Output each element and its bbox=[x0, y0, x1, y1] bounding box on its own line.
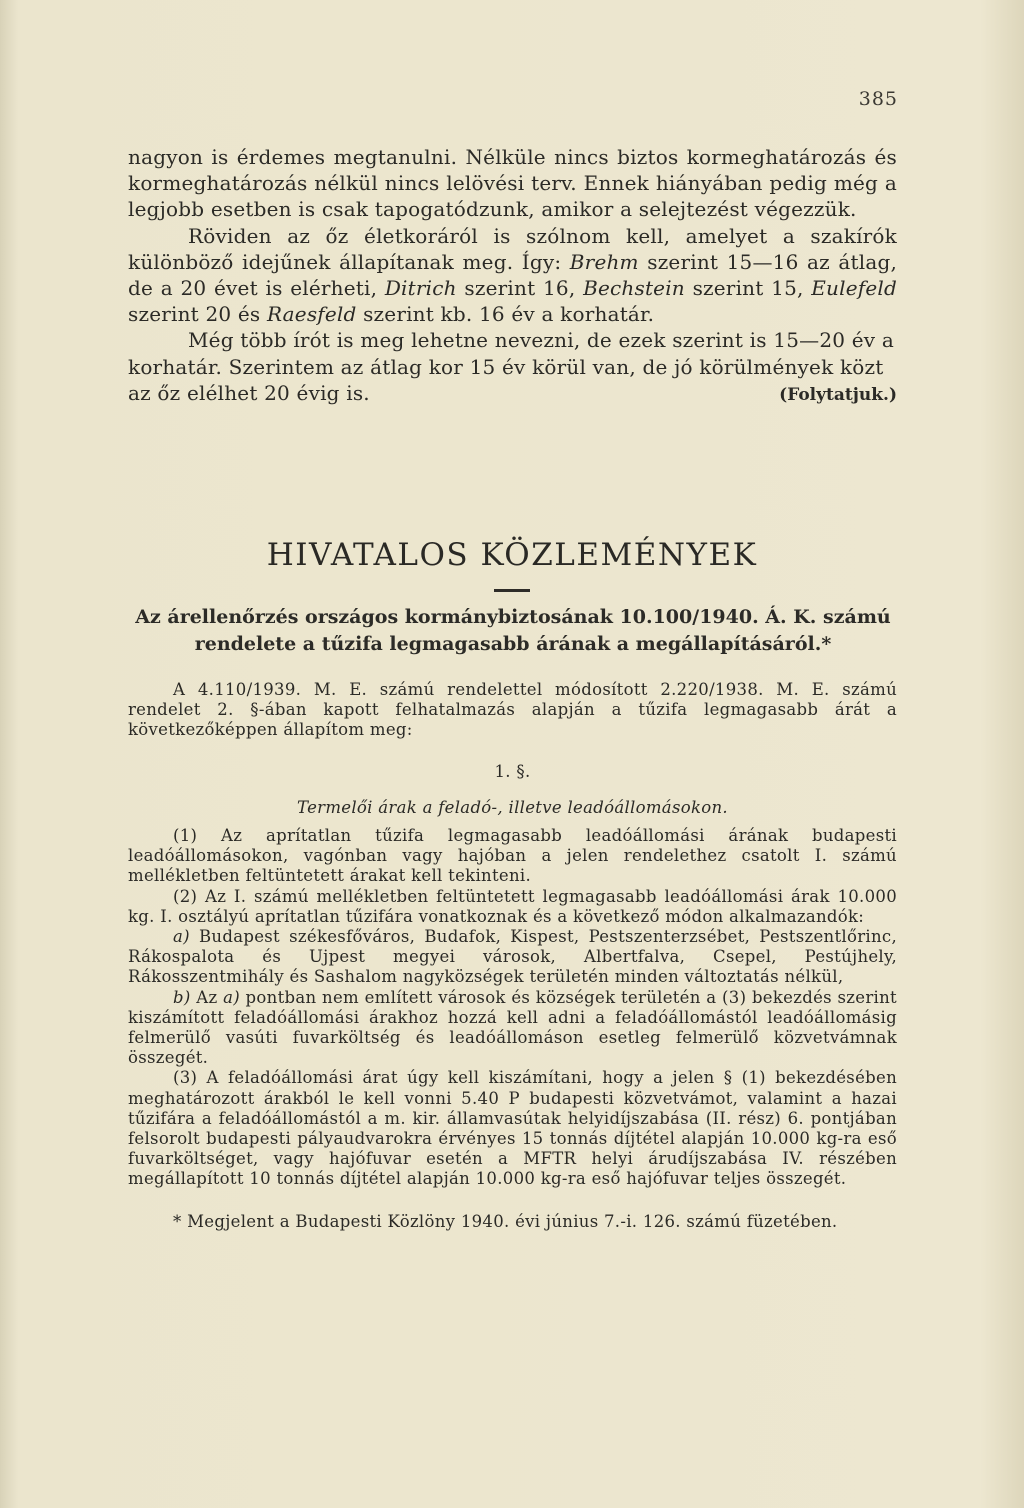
text-span: Az bbox=[190, 987, 224, 1007]
author-name: Raesfeld bbox=[266, 302, 357, 327]
paragraph: nagyon is érdemes megtanulni. Nélküle nincs biztos kormeghatározás és kormeghatározás nélkül nincs lelövési terv. Ennek hiányában pedig még a legjobb esetben is csak tapogatódzunk, amikor a selejtezést végezzük. bbox=[128, 145, 897, 222]
text-span: szerint 15, bbox=[684, 276, 812, 301]
author-name: Bechstein bbox=[583, 276, 685, 301]
paragraph-age bbox=[128, 223, 897, 328]
paragraph-1: (1) Az aprítatlan tűzifa legmagasabb leadóállomási árának budapesti leadóállomásokon, vagónban vagy hajóban a jelen rendelethez csatolt I. számú mellékletben feltüntetett árakat kell tekinteni. bbox=[128, 826, 897, 886]
paragraph-2: (2) Az I. számú mellékletben feltüntetett legmagasabb leadóállomási árak 10.000 kg. I. osztályú aprítatlan tűzifára vonatkoznak és a következő módon alkalmazandók: bbox=[128, 886, 897, 926]
item-label: b) bbox=[173, 987, 191, 1007]
item-reference: a) bbox=[223, 987, 240, 1007]
item-b bbox=[128, 988, 897, 1069]
text-span: szerint 15—16 az átlag, de a 20 évet is elérheti, bbox=[128, 249, 898, 301]
divider bbox=[494, 589, 530, 592]
decree-body bbox=[128, 680, 897, 1232]
section-number: 1. §. bbox=[494, 761, 531, 781]
paragraph-final bbox=[128, 327, 897, 406]
section-title bbox=[128, 798, 897, 818]
text-span: szerint 16, bbox=[456, 276, 584, 301]
item-a bbox=[128, 927, 897, 988]
paragraph-3: (3) A feladóállomási árat úgy kell kiszámítani, hogy a jelen § (1) bekezdésében meghatározott árakból le kell vonni 5.40 P budapesti közvetvámot, valamint a hazai tűzifára a feladóállomástól a m. kir. államvasútak helyidíjszabása (II. rész) 6. pontjában felsorolt budapesti pályaudvarokra érvényes 15 tonnás díjtétel alapján 10.000 kg-ra eső fuvarköltséget, vagy hajófuvar esetén a MFTR helyi árudíjszabása IV. részében megállapított 10 tonnás díjtétel alapján 10.000 kg-ra eső hajófuvar teljes összegét. bbox=[128, 1068, 897, 1189]
item-label: a) bbox=[173, 927, 190, 947]
text-span: szerint kb. 16 év a korhatár. bbox=[356, 302, 655, 327]
text-span: Budapest székesfőváros, Budafok, Kispest, Pestszenterzsébet, Pestszentlőrinc, Rákospalota és Ujpest megyei városok, Albertfalva, Csepel, Pestújhely, Rákosszentmihály és Sashalom nagyközségek területén minden változtatás nélkül, bbox=[128, 927, 897, 987]
text-span: pontban nem említett városok és községek területén a (3) bekezdés szerint kiszámított feladóállomási árakhoz hozzá kell adni a feladóállomástól leadóállomásig felmerülő vasúti fuvarköltség és leadóállomáson esetleg felmerülő közvetvámnak összegét. bbox=[128, 987, 897, 1068]
text-span: szerint 20 és bbox=[128, 302, 267, 327]
decree-title: Az árellenőrzés országos kormánybiztosának 10.100/1940. Á. K. számú rendelete a tűzifa legmagasabb árának a megállapításáról.* bbox=[135, 606, 891, 655]
decree-intro: A 4.110/1939. M. E. számú rendelettel módosított 2.220/1938. M. E. számú rendelet 2. §-ában kapott felhatalmazás alapján a tűzifa legmagasabb árát a következőképpen állapítom meg: bbox=[128, 680, 897, 740]
section-heading: HIVATALOS KÖZLEMÉNYEK bbox=[266, 537, 758, 573]
continued-label: (Folytatjuk.) bbox=[779, 384, 897, 405]
page-number: 385 bbox=[858, 88, 898, 110]
footnote: * Megjelent a Budapesti Közlöny 1940. évi június 7.-i. 126. számú füzetében. bbox=[173, 1211, 838, 1231]
author-name: Eulefeld bbox=[811, 276, 897, 301]
author-name: Ditrich bbox=[384, 276, 457, 301]
author-name: Brehm bbox=[569, 249, 639, 274]
text-span: Még több írót is meg lehetne nevezni, de ezek szerint is 15—20 év a korhatár. Szerintem az átlag kor 15 év körül van, de jó körülmények közt az őz elélhet 20 évig is. bbox=[128, 328, 894, 405]
section-title-text: Termelői árak a feladó-, illetve leadóállomásokon. bbox=[297, 797, 728, 817]
article-continuation bbox=[128, 144, 897, 408]
text-span: Röviden az őz életkoráról is szólnom kell, amelyet a szakírók különböző idejűnek állapítanak meg. Így: bbox=[128, 223, 897, 274]
